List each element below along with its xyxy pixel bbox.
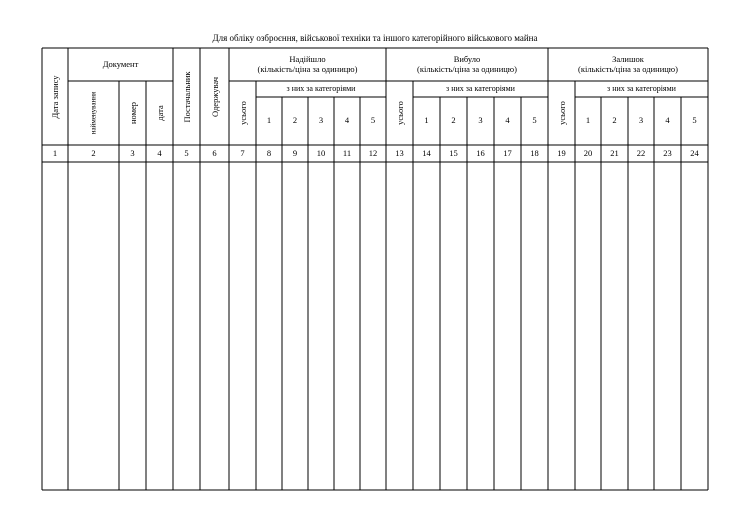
issued-cat-5: 5: [532, 115, 537, 126]
issued-total-label: усього: [394, 101, 405, 125]
column-number-22: 22: [636, 147, 646, 158]
received-cat-4: 4: [344, 115, 350, 126]
received-by-category-header: з них за категоріями: [286, 84, 356, 94]
column-number-8: 8: [266, 147, 272, 158]
received-label: Надійшло: [289, 53, 326, 64]
column-number-4: 4: [157, 147, 162, 158]
column-number-9: 9: [292, 147, 298, 158]
recipient-label: Одержувач: [209, 76, 220, 117]
balance-cat-1: 1: [585, 115, 591, 126]
balance-total-header: [548, 81, 575, 145]
issued-cat-1: 1: [424, 115, 429, 126]
document-header: Документ: [102, 58, 139, 69]
issued-cat-4: 4: [505, 115, 510, 126]
page-title: Для обліку озброєння, військової техніки та іншого категорійного військового майна: [212, 33, 538, 43]
column-number-6: 6: [212, 147, 217, 158]
column-number-13: 13: [395, 147, 404, 158]
column-number-10: 10: [316, 147, 326, 158]
column-number-21: 21: [610, 147, 619, 158]
column-number-1: 1: [52, 147, 58, 158]
balance-label: Залишок: [612, 53, 644, 64]
received-cat-1: 1: [266, 115, 272, 126]
column-number-12: 12: [368, 147, 378, 158]
doc-name-header: [68, 81, 119, 145]
issued-total-header: [386, 81, 413, 145]
issued-header: [386, 48, 548, 81]
issued-cat-2: 2: [451, 115, 456, 126]
column-number-16: 16: [476, 147, 485, 158]
balance-header: [548, 48, 708, 81]
entry-date-label: Дата запису: [49, 74, 60, 119]
issued-by-category-header: з них за категоріями: [446, 84, 515, 94]
column-number-24: 24: [690, 147, 699, 158]
column-number-14: 14: [422, 147, 431, 158]
column-number-3: 3: [130, 147, 135, 158]
doc-number-label: номер: [127, 101, 138, 125]
balance-cat-3: 3: [638, 115, 644, 126]
received-total-label: усього: [237, 101, 248, 125]
balance-by-category-header: з них за категоріями: [607, 84, 676, 94]
received-cat-5: 5: [370, 115, 376, 126]
column-number-7: 7: [240, 147, 245, 158]
column-number-5: 5: [184, 147, 189, 158]
received-total-header: [229, 81, 256, 145]
received-header: [229, 48, 386, 81]
received-cat-3: 3: [318, 115, 324, 126]
column-number-19: 19: [557, 147, 566, 158]
column-number-15: 15: [449, 147, 458, 158]
balance-cat-2: 2: [612, 115, 617, 126]
issued-cat-3: 3: [478, 115, 483, 126]
doc-date-header: [146, 81, 173, 145]
column-number-11: 11: [342, 147, 352, 158]
balance-cat-4: 4: [665, 115, 670, 126]
column-number-17: 17: [503, 147, 512, 158]
supplier-label: Постачальник: [181, 70, 192, 123]
column-number-23: 23: [663, 147, 672, 158]
balance-total-label: усього: [556, 101, 567, 125]
doc-date-label: дата: [154, 105, 165, 121]
received-sublabel: (кількість/ціна за одиницю): [257, 63, 358, 74]
doc-number-header: [119, 81, 146, 145]
issued-sublabel: (кількість/ціна за одиницю): [417, 63, 517, 74]
column-number-2: 2: [91, 147, 96, 158]
column-number-20: 20: [583, 147, 593, 158]
entry-date-header: [42, 48, 68, 145]
recipient-header: [200, 48, 229, 145]
supplier-header: [173, 48, 200, 145]
received-cat-2: 2: [292, 115, 298, 126]
doc-name-label: найменування: [89, 91, 97, 135]
issued-label: Вибуло: [453, 53, 481, 64]
balance-cat-5: 5: [692, 115, 697, 126]
column-number-18: 18: [530, 147, 539, 158]
balance-sublabel: (кількість/ціна за одиницю): [578, 63, 678, 74]
